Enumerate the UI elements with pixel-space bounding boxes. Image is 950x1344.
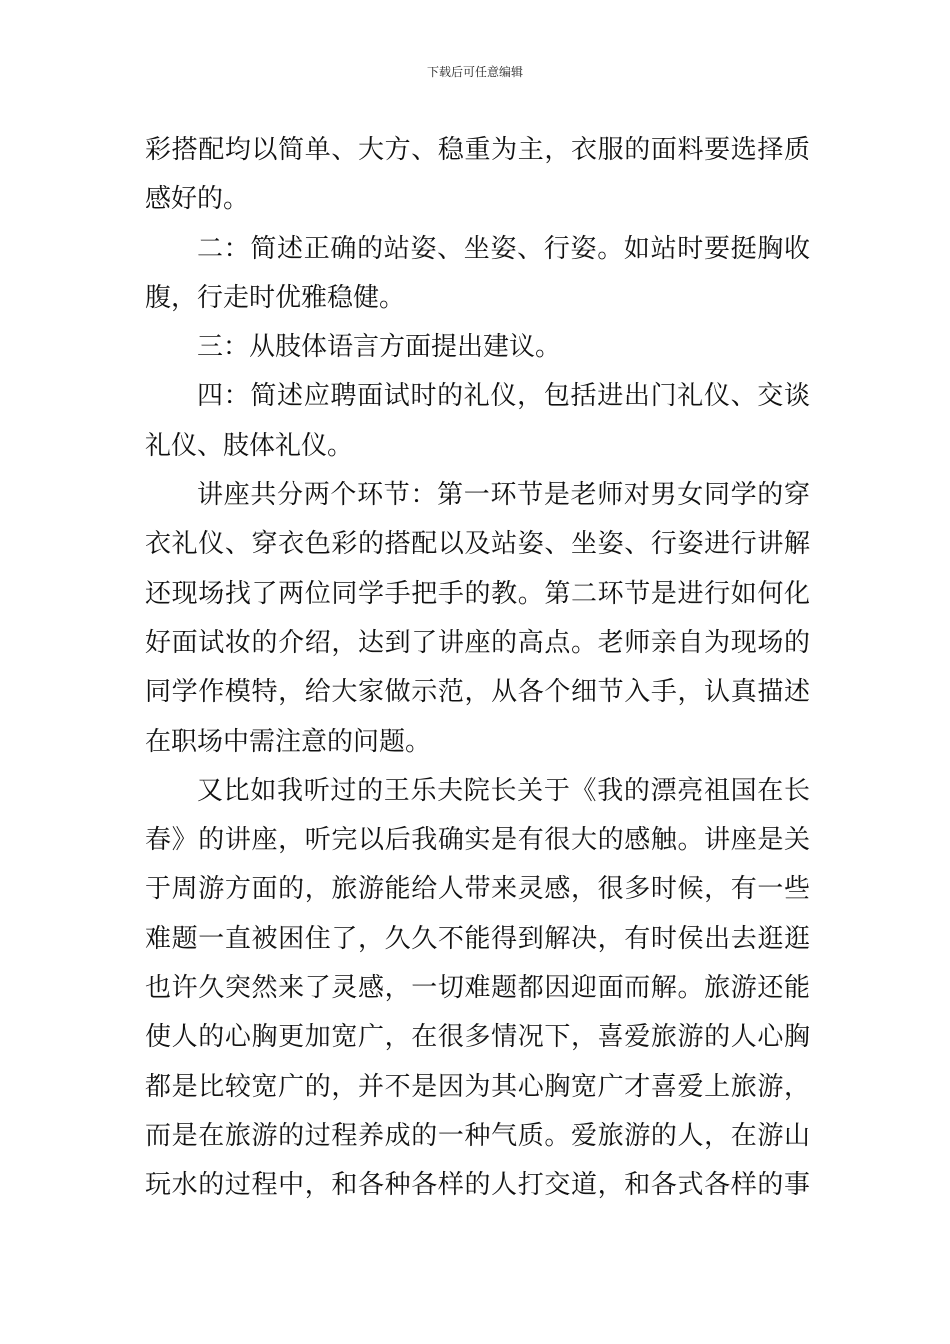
text-line-10: 还现场找了两位同学手把手的教。第二环节是进行如何化 <box>145 578 810 609</box>
text-line-17: 难题一直被困住了，久久不能得到解决，有时侯出去逛逛 <box>145 923 810 954</box>
text-line-4: 腹，行走时优雅稳健。 <box>145 282 406 313</box>
text-line-22: 玩水的过程中，和各种各样的人打交道，和各式各样的事 <box>145 1170 810 1201</box>
text-line-6: 四：简述应聘面试时的礼仪，包括进出门礼仪、交谈 <box>197 381 810 412</box>
text-line-18: 也许久突然来了灵感，一切难题都因迎面而解。旅游还能 <box>145 973 810 1004</box>
text-line-7: 礼仪、肢体礼仪。 <box>145 430 354 461</box>
text-line-20: 都是比较宽广的，并不是因为其心胸宽广才喜爱上旅游， <box>145 1071 810 1102</box>
text-line-1: 彩搭配均以简单、大方、稳重为主，衣服的面料要选择质 <box>145 135 810 165</box>
text-line-21: 而是在旅游的过程养成的一种气质。爱旅游的人，在游山 <box>145 1120 810 1151</box>
text-line-9: 衣礼仪、穿衣色彩的搭配以及站姿、坐姿、行姿进行讲解 <box>145 529 810 560</box>
text-line-11: 好面试妆的介绍，达到了讲座的高点。老师亲自为现场的 <box>145 627 810 658</box>
text-line-13: 在职场中需注意的问题。 <box>145 726 432 757</box>
text-line-16: 于周游方面的，旅游能给人带来灵感，很多时候，有一些 <box>145 874 810 905</box>
text-line-8: 讲座共分两个环节：第一环节是老师对男女同学的穿 <box>197 480 810 511</box>
text-line-19: 使人的心胸更加宽广，在很多情况下，喜爱旅游的人心胸 <box>145 1022 810 1053</box>
text-line-14: 又比如我听过的王乐夫院长关于《我的漂亮祖国在长 <box>197 775 810 806</box>
page-header-note: 下载后可任意编辑 <box>426 65 523 79</box>
document-body <box>145 126 810 1211</box>
text-line-3: 二：简述正确的站姿、坐姿、行姿。如站时要挺胸收 <box>197 233 810 264</box>
text-line-5: 三：从肢体语言方面提出建议。 <box>197 332 562 363</box>
text-line-2: 感好的。 <box>145 184 250 215</box>
text-line-12: 同学作模特，给大家做示范，从各个细节入手，认真描述 <box>145 677 810 708</box>
text-line-15: 春》的讲座，听完以后我确实是有很大的感触。讲座是关 <box>145 825 810 856</box>
